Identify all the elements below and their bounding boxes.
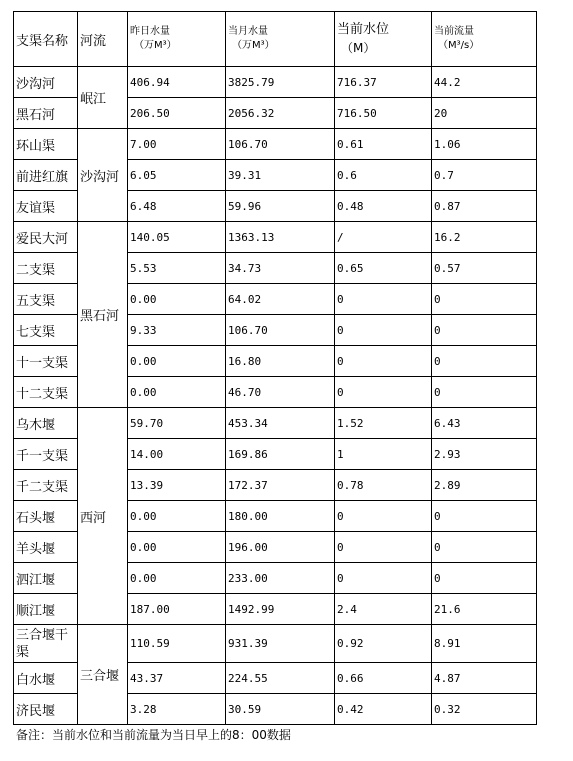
yesterday-volume: 206.50 <box>128 98 226 129</box>
month-volume: 34.73 <box>226 253 335 284</box>
flow: 16.2 <box>432 222 537 253</box>
header-month-volume <box>226 12 335 67</box>
table-row <box>14 129 537 160</box>
month-volume: 931.39 <box>226 625 335 663</box>
header-flow <box>432 12 537 67</box>
yesterday-volume: 0.00 <box>128 501 226 532</box>
header-yesterday-volume-label: 昨日水量 <box>130 26 170 37</box>
yesterday-volume: 110.59 <box>128 625 226 663</box>
header-water-level-unit: （M） <box>341 40 376 55</box>
branch-name: 石头堰 <box>14 501 78 532</box>
table-row <box>14 222 537 253</box>
header-month-volume-unit: （万M³） <box>232 40 275 51</box>
flow: 1.06 <box>432 129 537 160</box>
branch-name: 爱民大河 <box>14 222 78 253</box>
header-river: 河流 <box>78 12 128 67</box>
month-volume: 3825.79 <box>226 67 335 98</box>
month-volume: 16.80 <box>226 346 335 377</box>
water-level: 1 <box>335 439 432 470</box>
table-row <box>14 625 537 663</box>
flow: 0.87 <box>432 191 537 222</box>
flow: 0.32 <box>432 694 537 725</box>
flow: 0 <box>432 532 537 563</box>
yesterday-volume: 59.70 <box>128 408 226 439</box>
flow: 6.43 <box>432 408 537 439</box>
header-yesterday-volume-unit: （万M³） <box>134 40 177 51</box>
month-volume: 233.00 <box>226 563 335 594</box>
yesterday-volume: 0.00 <box>128 377 226 408</box>
month-volume: 59.96 <box>226 191 335 222</box>
water-level: 2.4 <box>335 594 432 625</box>
water-level: 0 <box>335 346 432 377</box>
branch-name: 泗江堰 <box>14 563 78 594</box>
water-level: 0 <box>335 315 432 346</box>
month-volume: 1363.13 <box>226 222 335 253</box>
month-volume: 39.31 <box>226 160 335 191</box>
header-water-level-label: 当前水位 <box>337 21 390 37</box>
branch-name: 友谊渠 <box>14 191 78 222</box>
flow: 8.91 <box>432 625 537 663</box>
header-flow-label: 当前流量 <box>434 26 474 37</box>
river-name: 三合堰 <box>78 625 128 725</box>
branch-name: 千一支渠 <box>14 439 78 470</box>
yesterday-volume: 6.05 <box>128 160 226 191</box>
header-branch: 支渠名称 <box>14 12 78 67</box>
river-name: 西河 <box>78 408 128 625</box>
yesterday-volume: 0.00 <box>128 563 226 594</box>
yesterday-volume: 406.94 <box>128 67 226 98</box>
branch-name: 千二支渠 <box>14 470 78 501</box>
river-name: 沙沟河 <box>78 129 128 222</box>
branch-name: 十一支渠 <box>14 346 78 377</box>
month-volume: 1492.99 <box>226 594 335 625</box>
yesterday-volume: 5.53 <box>128 253 226 284</box>
water-level: 0 <box>335 284 432 315</box>
water-level: 0 <box>335 377 432 408</box>
yesterday-volume: 187.00 <box>128 594 226 625</box>
header-flow-unit: （M³/s） <box>438 40 480 51</box>
water-level: 0.65 <box>335 253 432 284</box>
water-level: 0.61 <box>335 129 432 160</box>
month-volume: 106.70 <box>226 315 335 346</box>
yesterday-volume: 43.37 <box>128 663 226 694</box>
month-volume: 224.55 <box>226 663 335 694</box>
branch-name: 环山渠 <box>14 129 78 160</box>
yesterday-volume: 0.00 <box>128 284 226 315</box>
month-volume: 180.00 <box>226 501 335 532</box>
month-volume: 196.00 <box>226 532 335 563</box>
flow: 4.87 <box>432 663 537 694</box>
yesterday-volume: 3.28 <box>128 694 226 725</box>
branch-name: 顺江堰 <box>14 594 78 625</box>
branch-name: 白水堰 <box>14 663 78 694</box>
yesterday-volume: 6.48 <box>128 191 226 222</box>
water-level: 0.92 <box>335 625 432 663</box>
flow: 0 <box>432 377 537 408</box>
water-level: 0 <box>335 532 432 563</box>
river-name: 黑石河 <box>78 222 128 408</box>
water-level: 0 <box>335 501 432 532</box>
month-volume: 46.70 <box>226 377 335 408</box>
water-level: 0.48 <box>335 191 432 222</box>
flow: 2.89 <box>432 470 537 501</box>
yesterday-volume: 0.00 <box>128 346 226 377</box>
yesterday-volume: 0.00 <box>128 532 226 563</box>
water-level: 1.52 <box>335 408 432 439</box>
flow: 44.2 <box>432 67 537 98</box>
branch-name: 前进红旗 <box>14 160 78 191</box>
header-month-volume-label: 当月水量 <box>228 26 268 37</box>
table-header-row <box>14 12 537 67</box>
month-volume: 172.37 <box>226 470 335 501</box>
branch-name: 二支渠 <box>14 253 78 284</box>
branch-name: 乌木堰 <box>14 408 78 439</box>
branch-name: 黑石河 <box>14 98 78 129</box>
water-level: / <box>335 222 432 253</box>
water-level: 0.78 <box>335 470 432 501</box>
flow: 0 <box>432 315 537 346</box>
flow: 0.57 <box>432 253 537 284</box>
month-volume: 453.34 <box>226 408 335 439</box>
branch-name: 七支渠 <box>14 315 78 346</box>
month-volume: 2056.32 <box>226 98 335 129</box>
flow: 0 <box>432 563 537 594</box>
yesterday-volume: 14.00 <box>128 439 226 470</box>
header-water-level <box>335 12 432 67</box>
table-row <box>14 67 537 98</box>
flow: 21.6 <box>432 594 537 625</box>
flow: 0 <box>432 284 537 315</box>
table-note: 备注：当前水位和当前流量为当日早上的8：00数据 <box>16 728 291 742</box>
branch-name: 十二支渠 <box>14 377 78 408</box>
month-volume: 64.02 <box>226 284 335 315</box>
water-level: 0.6 <box>335 160 432 191</box>
flow: 2.93 <box>432 439 537 470</box>
branch-name: 羊头堰 <box>14 532 78 563</box>
header-yesterday-volume <box>128 12 226 67</box>
month-volume: 169.86 <box>226 439 335 470</box>
water-data-table <box>13 11 537 725</box>
water-level: 0 <box>335 563 432 594</box>
month-volume: 30.59 <box>226 694 335 725</box>
flow: 0.7 <box>432 160 537 191</box>
water-level: 0.66 <box>335 663 432 694</box>
river-name: 岷江 <box>78 67 128 129</box>
yesterday-volume: 13.39 <box>128 470 226 501</box>
water-level: 0.42 <box>335 694 432 725</box>
yesterday-volume: 140.05 <box>128 222 226 253</box>
flow: 20 <box>432 98 537 129</box>
water-level: 716.50 <box>335 98 432 129</box>
flow: 0 <box>432 501 537 532</box>
water-level: 716.37 <box>335 67 432 98</box>
branch-name: 沙沟河 <box>14 67 78 98</box>
table-row <box>14 408 537 439</box>
month-volume: 106.70 <box>226 129 335 160</box>
yesterday-volume: 7.00 <box>128 129 226 160</box>
branch-name: 三合堰干渠 <box>14 625 78 663</box>
branch-name: 五支渠 <box>14 284 78 315</box>
flow: 0 <box>432 346 537 377</box>
branch-name: 济民堰 <box>14 694 78 725</box>
yesterday-volume: 9.33 <box>128 315 226 346</box>
